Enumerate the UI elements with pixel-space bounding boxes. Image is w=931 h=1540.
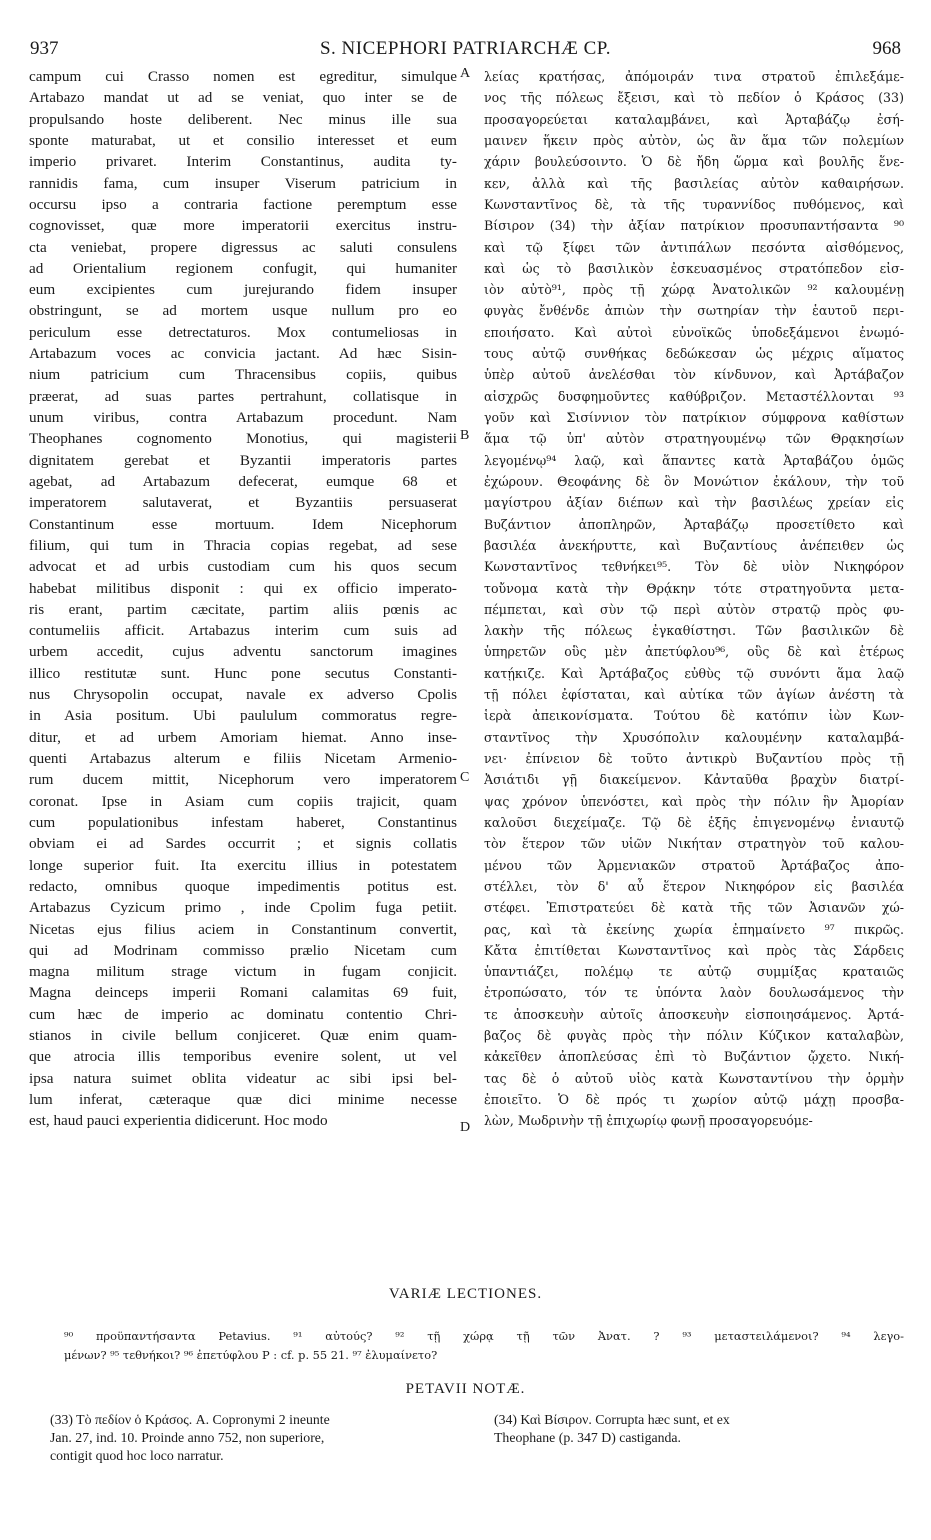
latin-line: occursu ipso a contraria factione peremptum esse — [29, 195, 457, 213]
note-33 — [50, 1411, 460, 1465]
note-line: Jan. 27, ind. 10. Proinde anno 752, non superiore, — [50, 1430, 325, 1445]
latin-line: nus Chrysopolin occupat, navale ex adverso Cpolis — [29, 686, 457, 704]
greek-line: κεν, ἀλλὰ καὶ τῆς βασιλείας αὐτὸν καθαιρήσων. — [484, 175, 904, 191]
margin-letter-d: D — [460, 1120, 471, 1135]
greek-line: νει· ἐπίνειον δὲ τοῦτο ἀντικρὺ Βυζαντίου πρὸς τῇ — [484, 751, 904, 766]
page-header — [30, 38, 901, 64]
note-line: Theophane (p. 347 D) castiganda. — [494, 1430, 681, 1445]
greek-line: τῇ πόλει ἐφίσταται, καὶ αὐτίκα τῶν ἁγίων ἀνέστη τὰ — [484, 687, 904, 703]
latin-line: obstringunt, se ad mortem usque nullum pro eo — [29, 302, 457, 320]
latin-line: in Asia positum. Ubi paululum commoratus regre- — [29, 707, 457, 725]
greek-line: μαινεν ἥκειν πρὸς αὐτὸν, ὡς ἂν ἅμα τῶν πολεμίων — [484, 132, 904, 148]
greek-line: ἐποιεῖτο. Ὁ δὲ πρός τι χωρίον αὐτῷ μάχῃ προσβα- — [484, 1092, 904, 1107]
latin-line: ditur, et ad urbem Amoriam hiemat. Anno inse- — [29, 728, 457, 746]
latin-line: dignitatem gerebat et Byzantii imperatoris partes — [29, 451, 457, 469]
latin-line: ris erant, partim cæcitate, partim aliis pœnis ac — [29, 600, 457, 618]
latin-line: unum viribus, contra Artabazum procedunt. Nam — [29, 409, 457, 426]
greek-line: στέφει. Ἐπιστρατεύει δὲ κατὰ τῆς τῶν Ἀσιανῶν χώ- — [484, 900, 904, 916]
latin-line: Magna deinceps imperii Romani calamitas 69 fuit, — [29, 984, 457, 1002]
latin-line: magna militum strage victum in fugam conjicit. — [29, 963, 457, 981]
variae-lectiones-heading: VARIÆ LECTIONES. — [388, 1286, 543, 1302]
latin-line: advocat et ad urbis custodiam cum his quos secum — [29, 558, 457, 576]
greek-line: τοὔνομα κατὰ τὴν Θρᾴκην τότε στρατηγοῦντα μετα- — [484, 580, 904, 596]
greek-line: νος τῆς πόλεως ἔξεισι, καὶ τὸ πεδίον ὁ Κράσος (33) — [484, 90, 904, 106]
latin-line: qui ad Modrinam commisso prælio Nicetam cum — [29, 941, 457, 959]
latin-line: agebat, ad Artabazum defecerat, eumque 68 et — [29, 472, 457, 490]
latin-line: coronat. Ipse in Asiam cum copiis trajicit, quam — [29, 792, 457, 810]
greek-line: καὶ τῷ ξίφει τῶν ἀντιπάλων πεσόντα αἰσθόμενος, — [484, 239, 904, 255]
greek-line: καλοῦσι διεχείμαζε. Τῷ δὲ ἑξῆς ἐπιγενομένῳ ἐνιαυτῷ — [484, 814, 904, 830]
latin-line: Artabazo mandat ut ad se veniat, quo inter se de — [29, 89, 457, 107]
latin-line: nium patricium cum Thracensibus copiis, quibus — [29, 366, 457, 384]
latin-line: filium, qui tum in Thracia copias regebat, ad sese — [29, 536, 457, 554]
greek-line: ἐτροπώσατο, τόν τε ὑπόντα λαὸν δουλωσάμενος τὴν — [484, 985, 904, 1001]
greek-line: ρας, καὶ τὰ ἐκείνης χωρία ἐπημαίνετο ⁹⁷ πικρῶς. — [484, 921, 904, 937]
latin-line: quenti Artabazus alterum e filiis Nicetam Armenio- — [29, 750, 457, 767]
greek-line: γοῦν καὶ Σισίννιον τὸν πατρίκιον σύμφρονα καθίστων — [484, 410, 904, 425]
variae-lectiones — [64, 1327, 904, 1365]
latin-line: lum inferat, cæteraque quæ dici minime necesse — [29, 1091, 457, 1108]
greek-line: Κἄτα ἐπιτίθεται Κωνσταντῖνος καὶ πρὸς τὰς Σάρδεις — [484, 942, 904, 958]
latin-line: campum cui Crasso nomen est egreditur, simulque — [29, 68, 457, 85]
greek-line: Κωνσταντῖνος τεθνήκει⁹⁵. Τὸν δὲ υἱὸν Νικηφόρον — [484, 559, 904, 575]
note-line: (34) Καὶ Βίσιρον. Corrupta hæc sunt, et ex — [494, 1412, 730, 1427]
variant-line: μένων? ⁹⁵ τεθνήκοι? ⁹⁶ ἐπετύφλου P : cf. p. 55 21. ⁹⁷ ἐλυμαίνετο? — [64, 1348, 438, 1362]
greek-line: βασιλέα ἀνεκήρυττε, καὶ Βυζαντίους ἀνέπειθεν ὡς — [484, 537, 904, 553]
greek-line: λείας κρατήσας, ἀπόμοιράν τινα στρατοῦ ἐπιλεξάμε- — [484, 69, 904, 84]
latin-column — [29, 66, 457, 1132]
latin-line: eum excipientes cum jurejurando fidem insuper — [29, 281, 457, 299]
latin-line: sponte maturabat, ut et consilio interesset et eum — [29, 131, 457, 149]
greek-line: κἀκεῖθεν ἀποπλεύσας ἐπὶ τὸ Βυζάντιον ᾤχετο. Νική- — [484, 1049, 904, 1065]
greek-line: λακὴν τῆς πόλεως ἐγκαθίστησι. Τῶν βασιλικῶν δὲ — [484, 623, 904, 639]
greek-line: πέμπεται, καὶ σὺν τῷ περὶ αὐτὸν στρατῷ πρὸς φυ- — [484, 601, 904, 617]
latin-line: longe superior fuit. Ita exercitu illius in potestatem — [29, 856, 457, 874]
latin-line: habebat militibus disponit : qui ex officio imperato- — [29, 579, 457, 597]
latin-line: Artabazum voces ac convicia jactant. Ad hæc Sisin- — [29, 345, 457, 363]
latin-line: est, haud pauci experientia didicerunt. Hoc modo — [29, 1112, 328, 1130]
latin-line: redacto, omnibus quoque impedimentis potitus est. — [29, 877, 457, 895]
latin-line: cta veniebat, propere digressus ac saluti consulens — [29, 238, 457, 256]
latin-line: propulsando hoste deliberent. Nec minus ille sua — [29, 110, 457, 128]
latin-line: Artabazus Cyzicum primo , inde Cpolim fuga petiit. — [29, 899, 457, 917]
latin-line: cum populationibus infestam haberet, Constantinus — [29, 813, 457, 831]
page-number-right: 968 — [872, 38, 901, 59]
greek-line: τους αὐτῷ συνθήκας δεδώκεσαν ὡς μέχρις αἵματος — [484, 346, 904, 362]
greek-line: Βυζάντιον ἀποπληρῶν, Ἀρταβάζῳ προσετίθετο καὶ — [484, 516, 904, 532]
note-34 — [494, 1411, 904, 1447]
latin-line: obviam ei ad Sardes occurrit ; et signis collatis — [29, 835, 457, 853]
margin-letter-c: C — [460, 770, 470, 785]
greek-line: σταντῖνος τὴν Χρυσόπολιν καλουμένην καταλαμβά- — [484, 729, 904, 745]
variant-line: ⁹⁰ προϋπαντήσαντα Petavius. ⁹¹ αὐτούς? ⁹² τῇ χώρᾳ τῇ τῶν Ἀνατ. ? ⁹³ μεταστειλάμενοι? ⁹⁴ λεγο- — [64, 1329, 904, 1343]
greek-line: τὸν ἕτερον τῶν υἱῶν Νικήταν στρατηγὸν τοῦ καλου- — [484, 836, 904, 852]
margin-letter-a: A — [460, 66, 471, 81]
greek-line: εποιήσατο. Καὶ αὐτοὶ εὐνοϊκῶς ὑποδεξάμενοι ἐνωμό- — [484, 324, 904, 340]
latin-line: urbem accedit, cujus adventu sanctorum imagines — [29, 643, 457, 661]
greek-line: Βίσιρον (34) τὴν ἀξίαν πατρίκιον προσυπαντήσαντα ⁹⁰ — [484, 218, 904, 234]
greek-line: ὑπηρετῶν οὓς μὲν ἀπετύφλου⁹⁶, οὓς δὲ καὶ ἑτέρως — [484, 644, 904, 660]
greek-line: ἱερὰ ἀπεικονίσματα. Τούτου δὲ κατόπιν ἰὼν Κων- — [484, 708, 904, 724]
running-title: S. NICEPHORI PATRIARCHÆ CP. — [319, 38, 611, 59]
latin-line: Nicetas ejus filius aciem in Constantinum convertit, — [29, 920, 457, 938]
greek-line: μένου τῶν Ἀρμενιακῶν στρατοῦ Ἀρτάβαζος ἀπο- — [484, 857, 904, 873]
greek-line: χάριν βουλεύσοιντο. Ὁ δὲ ἤδη ὥρμα καὶ βουλῆς ἕνε- — [484, 154, 904, 170]
note-line: (33) Τὸ πεδίον ὁ Κράσος. A. Copronymi 2 ineunte — [50, 1412, 330, 1427]
greek-line: τε ἀποσκευὴν αὐτοῖς ἀποσκευὴν εἰσποιησάμενος. Ἀρτά- — [484, 1006, 904, 1022]
latin-line: Constantinum esse mortuum. Idem Nicephorum — [29, 515, 457, 533]
greek-column — [484, 66, 904, 1132]
greek-line: Ἀσιάτιδι γῇ διακείμενον. Κἀνταῦθα βραχὺν διατρί- — [484, 772, 904, 788]
latin-line: cognovisset, quæ more imperatorii exercitus instru- — [29, 217, 457, 235]
greek-line: ὑπὲρ αὐτοῦ ἀνελέσθαι τὸν κίνδυνον, καὶ Ἀρτάβαζον — [484, 367, 904, 383]
greek-line: βαζος δὲ φυγὰς πρὸς τὴν πόλιν Κύζικον καταλαβὼν, — [484, 1028, 904, 1044]
greek-line: προσαγορεύεται καταλαμβάνει, καὶ Ἀρταβάζῳ ἐσή- — [484, 111, 904, 127]
latin-line: cum hæc de imperio ac dominatu contentio Chri- — [29, 1005, 457, 1023]
page-number-left: 937 — [30, 38, 59, 59]
greek-line: μαγίστρου ἀξίαν διέπων καὶ τὴν βασιλέως χρείαν εἰς — [484, 495, 904, 511]
latin-line: rum ducem mittit, Nicephorum vero imperatorem — [29, 771, 457, 789]
latin-line: ipsa natura suimet oblita videatur ac sibi ipsi bel- — [29, 1069, 457, 1087]
latin-line: rannidis fama, cum insuper Viserum patricium in — [29, 174, 457, 192]
margin-letter-b: B — [460, 428, 470, 443]
latin-line: imperio privaret. Interim Constantinus, audita ty- — [29, 153, 457, 171]
greek-line: Κωνσταντῖνος δὲ, τὰ τῆς τυραννίδος πυθόμενος, καὶ — [484, 196, 904, 212]
latin-line: Theophanes cognomento Monotius, qui magisterii — [29, 430, 457, 448]
greek-line: ψας χρόνον ὑπενόστει, καὶ πρὸς τὴν πόλιν ἣν Ἀμορίαν — [484, 793, 904, 809]
greek-line: ὑπαντιάζει, πολέμῳ τε αὐτῷ συμμίξας κραταιῶς — [484, 964, 904, 980]
latin-line: præerat, ad suas partes pertrahunt, collatisque in — [29, 387, 457, 405]
greek-line: αἰσχρῶς δυσφημοῦντες καθύβριζον. Μεταστέλλονται ⁹³ — [484, 388, 904, 404]
greek-line: στέλλει, τὸν δ' αὖ ἕτερον Νικηφόρον εἰς βασιλέα — [484, 878, 904, 894]
latin-line: que atrocia illis temporibus evenire solent, ut vel — [29, 1048, 457, 1066]
latin-line: ad Orientalium regionem confugit, qui humaniter — [29, 259, 457, 277]
greek-line: λὼν, Μωδρινὴν τῇ ἐπιχωρίῳ φωνῇ προσαγορευόμε- — [484, 1113, 813, 1129]
petavii-notae-heading: PETAVII NOTÆ. — [405, 1381, 526, 1397]
greek-line: καὶ ὡς τὸ βασιλικὸν ἐσκευασμένος στρατόπεδον εἰσ- — [484, 260, 904, 276]
note-line: contigit quod hoc loco narratur. — [50, 1448, 224, 1463]
latin-line: imperatorem salutaverat, et Byzantiis persuaserat — [29, 494, 457, 512]
latin-line: stianos in civile bellum conjiceret. Quæ enim quam- — [29, 1027, 457, 1045]
latin-line: illico restitutæ sunt. Hunc pone secutus Constanti- — [29, 664, 457, 682]
greek-line: φυγὰς ἔνθένδε ἀπιὼν τὴν σωτηρίαν τὴν ἑαυτοῦ περι- — [484, 303, 904, 319]
greek-line: τας δὲ ὁ αὐτοῦ υἱὸς κατὰ Κωνσταντίνου τὴν ὁρμὴν — [484, 1070, 904, 1086]
greek-line: ἐχώρουν. Θεοφάνης δὲ ὃν Μονώτιον ἐκάλουν, τὴν τοῦ — [484, 473, 904, 489]
greek-line: ιὸν αὐτὸ⁹¹, πρὸς τῇ χώρᾳ Ἀνατολικῶν ⁹² καλουμένῃ — [484, 282, 904, 298]
greek-line: λεγομένῳ⁹⁴ λαῷ, καὶ ἅπαντες κατὰ Ἀρταβάζου ὁμῶς — [484, 452, 904, 468]
greek-line: ἅμα τῷ ὑπ' αὐτὸν στρατηγουμένῳ τῶν Θρᾳκησίων — [484, 431, 904, 447]
latin-line: contumeliis afficit. Artabazus interim cum suis ad — [29, 622, 457, 640]
latin-line: periculum esse detrectaturos. Mox contumeliosas in — [29, 323, 457, 341]
greek-line: κατῄκιζε. Καὶ Ἀρτάβαζος εὐθὺς τῷ συνόντι ἅμα λαῷ — [484, 665, 904, 681]
